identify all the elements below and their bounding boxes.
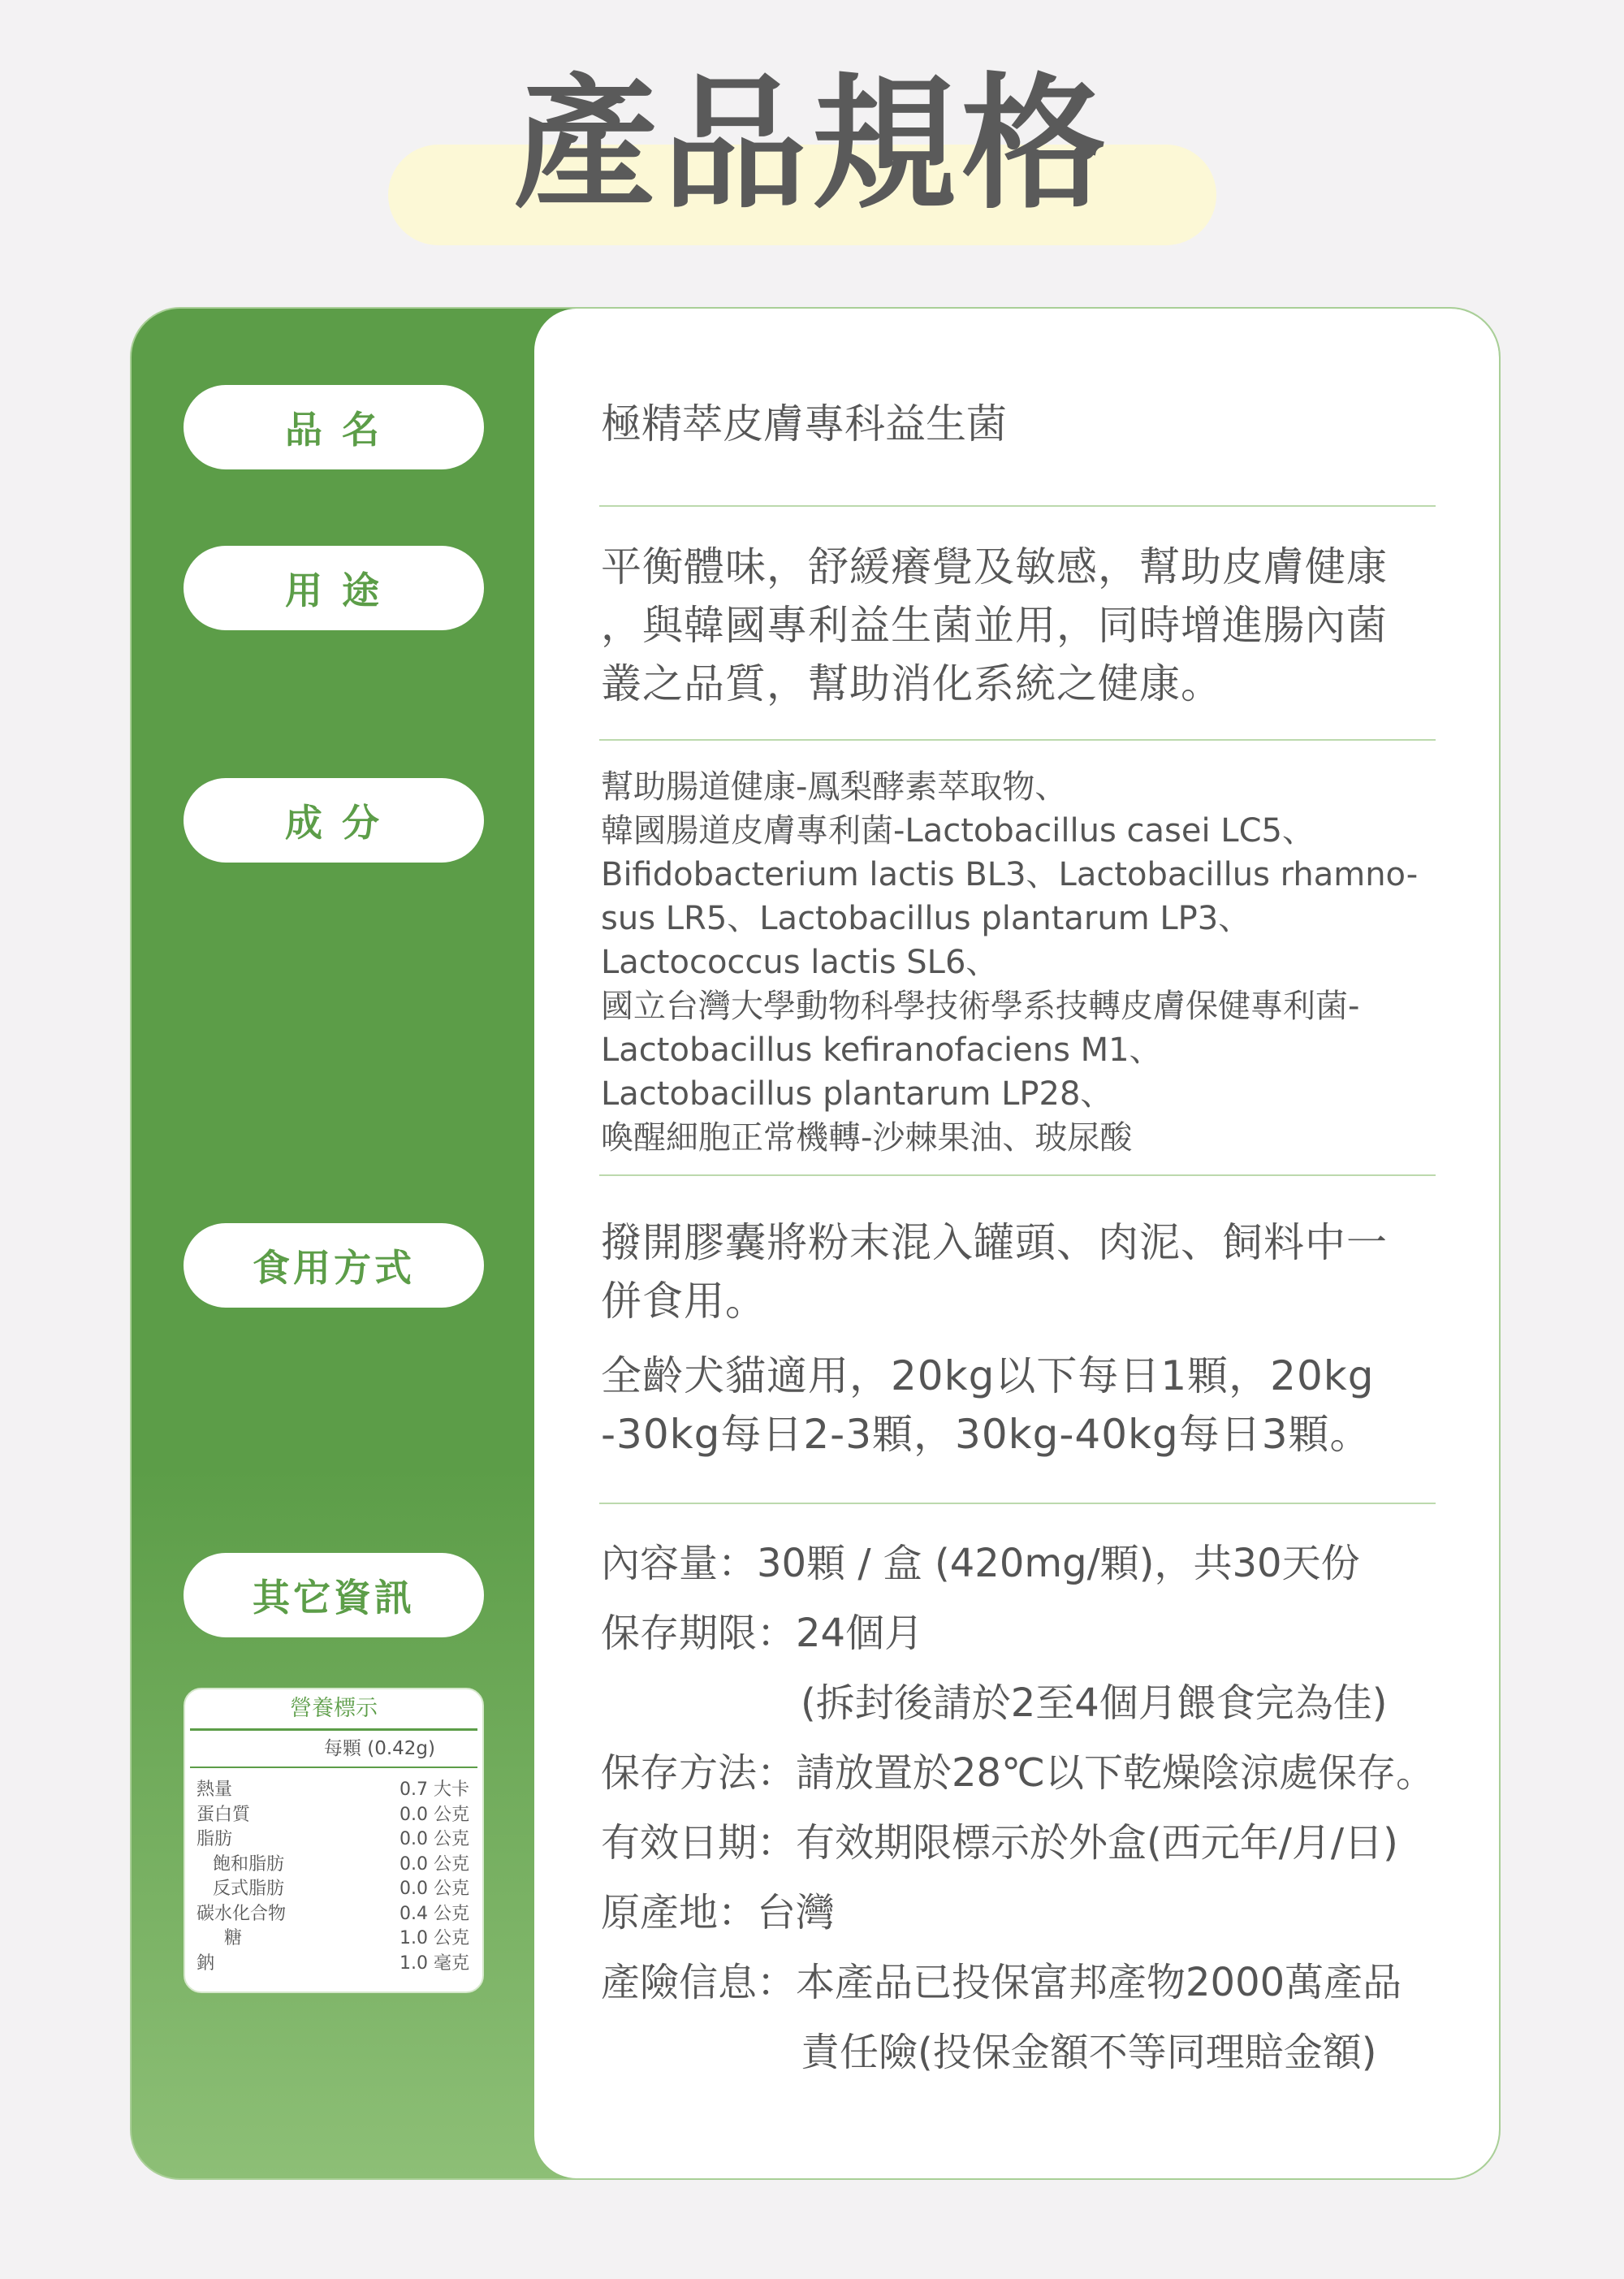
- nutrient-name: 飽和脂肪: [213, 1853, 285, 1875]
- nutrient-value: 0.0 公克: [400, 1804, 469, 1825]
- nutrition-row: [185, 1853, 482, 1878]
- nutrition-row: [185, 1827, 482, 1853]
- nutrition-rule: [190, 1767, 477, 1768]
- usage-line: 叢之品質，幫助消化系統之健康。: [601, 660, 1222, 707]
- label-ingredients: 成 分: [184, 778, 484, 863]
- ingredient-line: 幫助腸道健康-鳳梨酵素萃取物、: [601, 768, 1068, 806]
- nutrition-row: [185, 1877, 482, 1902]
- method-text-2: [601, 1347, 1374, 1464]
- nutrient-value: 1.0 公克: [400, 1928, 469, 1948]
- nutrient-name: 脂肪: [197, 1829, 233, 1849]
- info-shelf-life: 保存期限：24個月: [601, 1611, 924, 1656]
- ingredient-line: Lactococcus lactis SL6、: [601, 944, 999, 981]
- label-product-name: 品 名: [184, 385, 484, 469]
- info-insurance: 產險信息：本產品已投保富邦產物2000萬產品: [601, 1960, 1402, 2005]
- info-content: 內容量：30顆 / 盒 (420mg/顆)，共30天份: [601, 1541, 1360, 1586]
- nutrient-value: 0.0 公克: [400, 1879, 469, 1899]
- info-insurance-note: 責任險(投保金額不等同理賠金額): [801, 2030, 1377, 2075]
- usage-line: ，與韓國專利益生菌並用，同時增進腸內菌: [601, 602, 1388, 649]
- nutrition-title: 營養標示: [290, 1696, 378, 1721]
- divider: [599, 1503, 1436, 1504]
- ingredient-line: 喚醒細胞正常機轉-沙棘果油、玻尿酸: [601, 1119, 1133, 1157]
- usage-line: 平衡體味，舒緩癢覺及敏感，幫助皮膚健康: [601, 543, 1388, 590]
- info-expiry: 有效日期：有效期限標示於外盒(西元年/月/日): [601, 1820, 1398, 1866]
- nutrient-name: 糖: [224, 1928, 243, 1948]
- label-usage: 用 途: [184, 546, 484, 630]
- divider: [599, 1174, 1436, 1176]
- ingredients-text: [601, 765, 1418, 1160]
- nutrient-value: 0.0 公克: [400, 1853, 469, 1875]
- page-title: 產品規格: [513, 60, 1111, 228]
- nutrient-value: 0.4 公克: [400, 1903, 469, 1924]
- nutrient-name: 碳水化合物: [197, 1903, 287, 1924]
- other-info-text: [601, 1533, 1435, 2082]
- nutrient-value: 0.7 大卡: [400, 1780, 469, 1800]
- method-line: 撥開膠囊將粉末混入罐頭、肉泥、飼料中一: [601, 1219, 1388, 1266]
- nutrition-row: [185, 1778, 482, 1803]
- divider: [599, 739, 1436, 741]
- method-line: 併食用。: [601, 1278, 767, 1325]
- nutrition-row: [185, 1902, 482, 1927]
- nutrient-name: 蛋白質: [197, 1804, 251, 1825]
- divider: [599, 505, 1436, 507]
- product-name: 極精萃皮膚專科益生菌: [601, 400, 1007, 448]
- nutrient-value: 1.0 毫克: [400, 1953, 469, 1974]
- ingredient-line: 韓國腸道皮膚專利菌-Lactobacillus casei LC5、: [601, 812, 1315, 850]
- ingredient-line: Lactobacillus plantarum LP28、: [601, 1075, 1113, 1113]
- nutrient-name: 鈉: [197, 1953, 215, 1974]
- spec-card: [130, 307, 1501, 2180]
- nutrient-name: 熱量: [197, 1780, 233, 1800]
- nutrition-row: [185, 1927, 482, 1952]
- method-line: 全齡犬貓適用，20kg以下每日1顆，20kg: [601, 1352, 1375, 1399]
- info-storage: 保存方法：請放置於28℃以下乾燥陰涼處保存。: [601, 1750, 1435, 1796]
- label-method: 食用方式: [184, 1223, 484, 1308]
- ingredient-line: 國立台灣大學動物科學技術學系技轉皮膚保健專利菌-: [601, 988, 1360, 1025]
- label-other-info: 其它資訊: [184, 1553, 484, 1637]
- ingredient-line: Bifidobacterium lactis BL3、Lactobacillus rhamno-: [601, 856, 1419, 893]
- nutrient-value: 0.0 公克: [400, 1829, 469, 1849]
- nutrition-serving: 每顆 (0.42g): [323, 1738, 435, 1759]
- info-origin: 原產地：台灣: [601, 1890, 836, 1935]
- nutrition-facts: [184, 1688, 484, 1993]
- ingredient-line: sus LR5、Lactobacillus plantarum LP3、: [601, 900, 1251, 937]
- info-shelf-life-note: (拆封後請於2至4個月餵食完為佳): [801, 1680, 1388, 1726]
- nutrient-name: 反式脂肪: [213, 1879, 285, 1899]
- nutrition-row: [185, 1803, 482, 1828]
- ingredient-line: Lactobacillus kefiranofaciens M1、: [601, 1031, 1162, 1069]
- method-text-1: [601, 1213, 1388, 1330]
- usage-text: [601, 538, 1388, 713]
- nutrition-row: [185, 1952, 482, 1977]
- method-line: -30kg每日2-3顆，30kg-40kg每日3顆。: [601, 1411, 1371, 1458]
